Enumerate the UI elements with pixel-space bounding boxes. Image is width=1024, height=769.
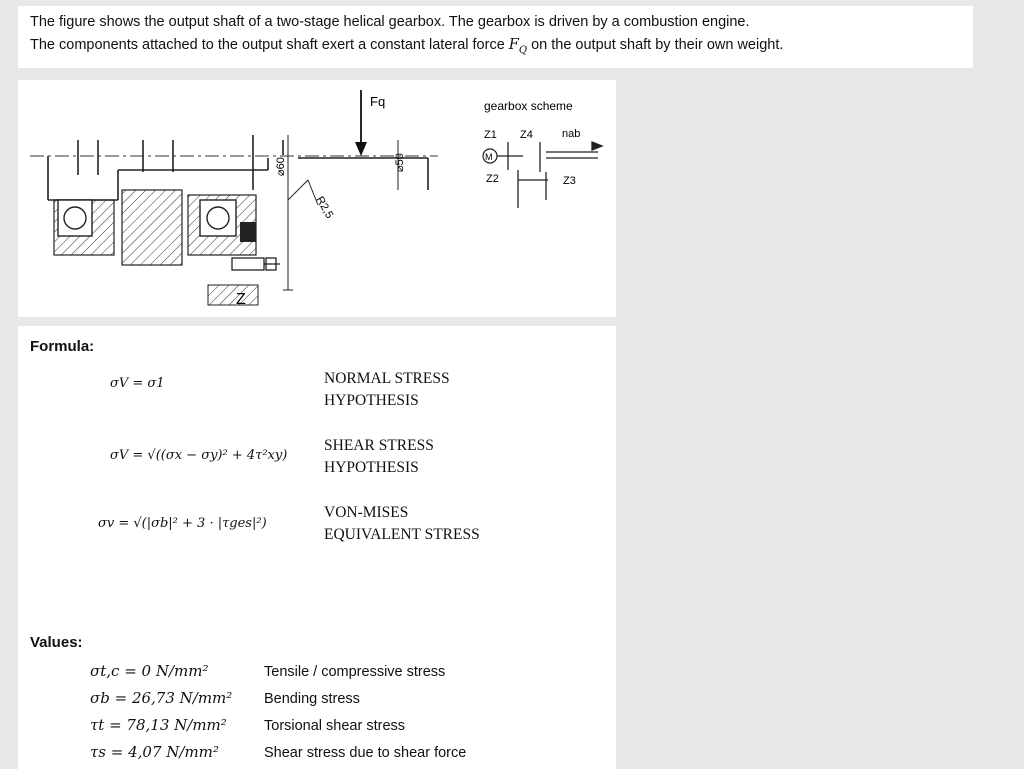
value-description: Torsional shear stress (264, 718, 406, 734)
shaft-seal (240, 222, 256, 242)
housing-flange (208, 285, 258, 305)
scheme-z1: Z1 (484, 129, 497, 141)
section-label: Z (236, 291, 246, 308)
scheme-title: gearbox scheme (484, 99, 573, 113)
scheme-z2: Z2 (486, 173, 499, 185)
force-symbol: $F_Q$ (508, 37, 528, 56)
von-mises-caption: VON-MISES EQUIVALENT STRESS (324, 504, 480, 543)
value-equation: τs = 4,07 N/mm² (90, 743, 219, 761)
formula-section (18, 326, 616, 769)
left-bearing (58, 200, 92, 236)
scheme-z3: Z3 (563, 175, 576, 187)
shear-stress-formula: σV = √((σx − σy)² + 4τ²xy) (110, 448, 288, 463)
problem-line-1: The figure shows the output shaft of a two-stage helical gearbox. The gearbox is driven by a combustion engine. (30, 14, 750, 30)
problem-statement (18, 6, 973, 68)
value-description: Tensile / compressive stress (264, 664, 446, 680)
normal-stress-formula: σV = σ1 (110, 376, 165, 391)
problem-line-2-prefix: The components attached to the output shaft exert a constant lateral force (30, 37, 509, 53)
scheme-nab: nab (562, 128, 581, 140)
diameter-50-label: ⌀50 (394, 153, 406, 172)
diameter-60-label: ⌀60 (275, 157, 287, 176)
scheme-lines (497, 142, 602, 208)
force-arrow (355, 90, 367, 156)
shaft-drawing (18, 80, 616, 317)
gear-hub (122, 190, 182, 265)
value-description: Bending stress (264, 691, 360, 707)
value-description: Shear stress due to shear force (264, 745, 467, 761)
problem-line-2 (30, 37, 783, 56)
shear-stress-caption: SHEAR STRESS HYPOTHESIS (324, 437, 434, 476)
force-label: Fq (370, 94, 386, 109)
value-equation: σt,c = 0 N/mm² (90, 662, 209, 680)
motor-label: M (485, 152, 493, 162)
formula-heading: Formula: (30, 338, 95, 355)
von-mises-formula: σv = √(|σb|² + 3 · |τges|²) (98, 516, 267, 531)
value-equation: τt = 78,13 N/mm² (90, 716, 227, 734)
normal-stress-caption: NORMAL STRESS HYPOTHESIS (324, 370, 450, 409)
scheme-z4: Z4 (520, 129, 533, 141)
radius-label: R2,5 (313, 194, 336, 221)
shaft-figure (18, 80, 616, 317)
problem-line-2-suffix: on the output shaft by their own weight. (527, 37, 784, 53)
housing-bolt (232, 258, 280, 270)
right-bearing (200, 200, 236, 236)
value-equation: σb = 26,73 N/mm² (90, 689, 233, 707)
values-heading: Values: (30, 634, 83, 651)
gearbox-scheme (483, 99, 602, 208)
shaft-outline (48, 135, 428, 200)
